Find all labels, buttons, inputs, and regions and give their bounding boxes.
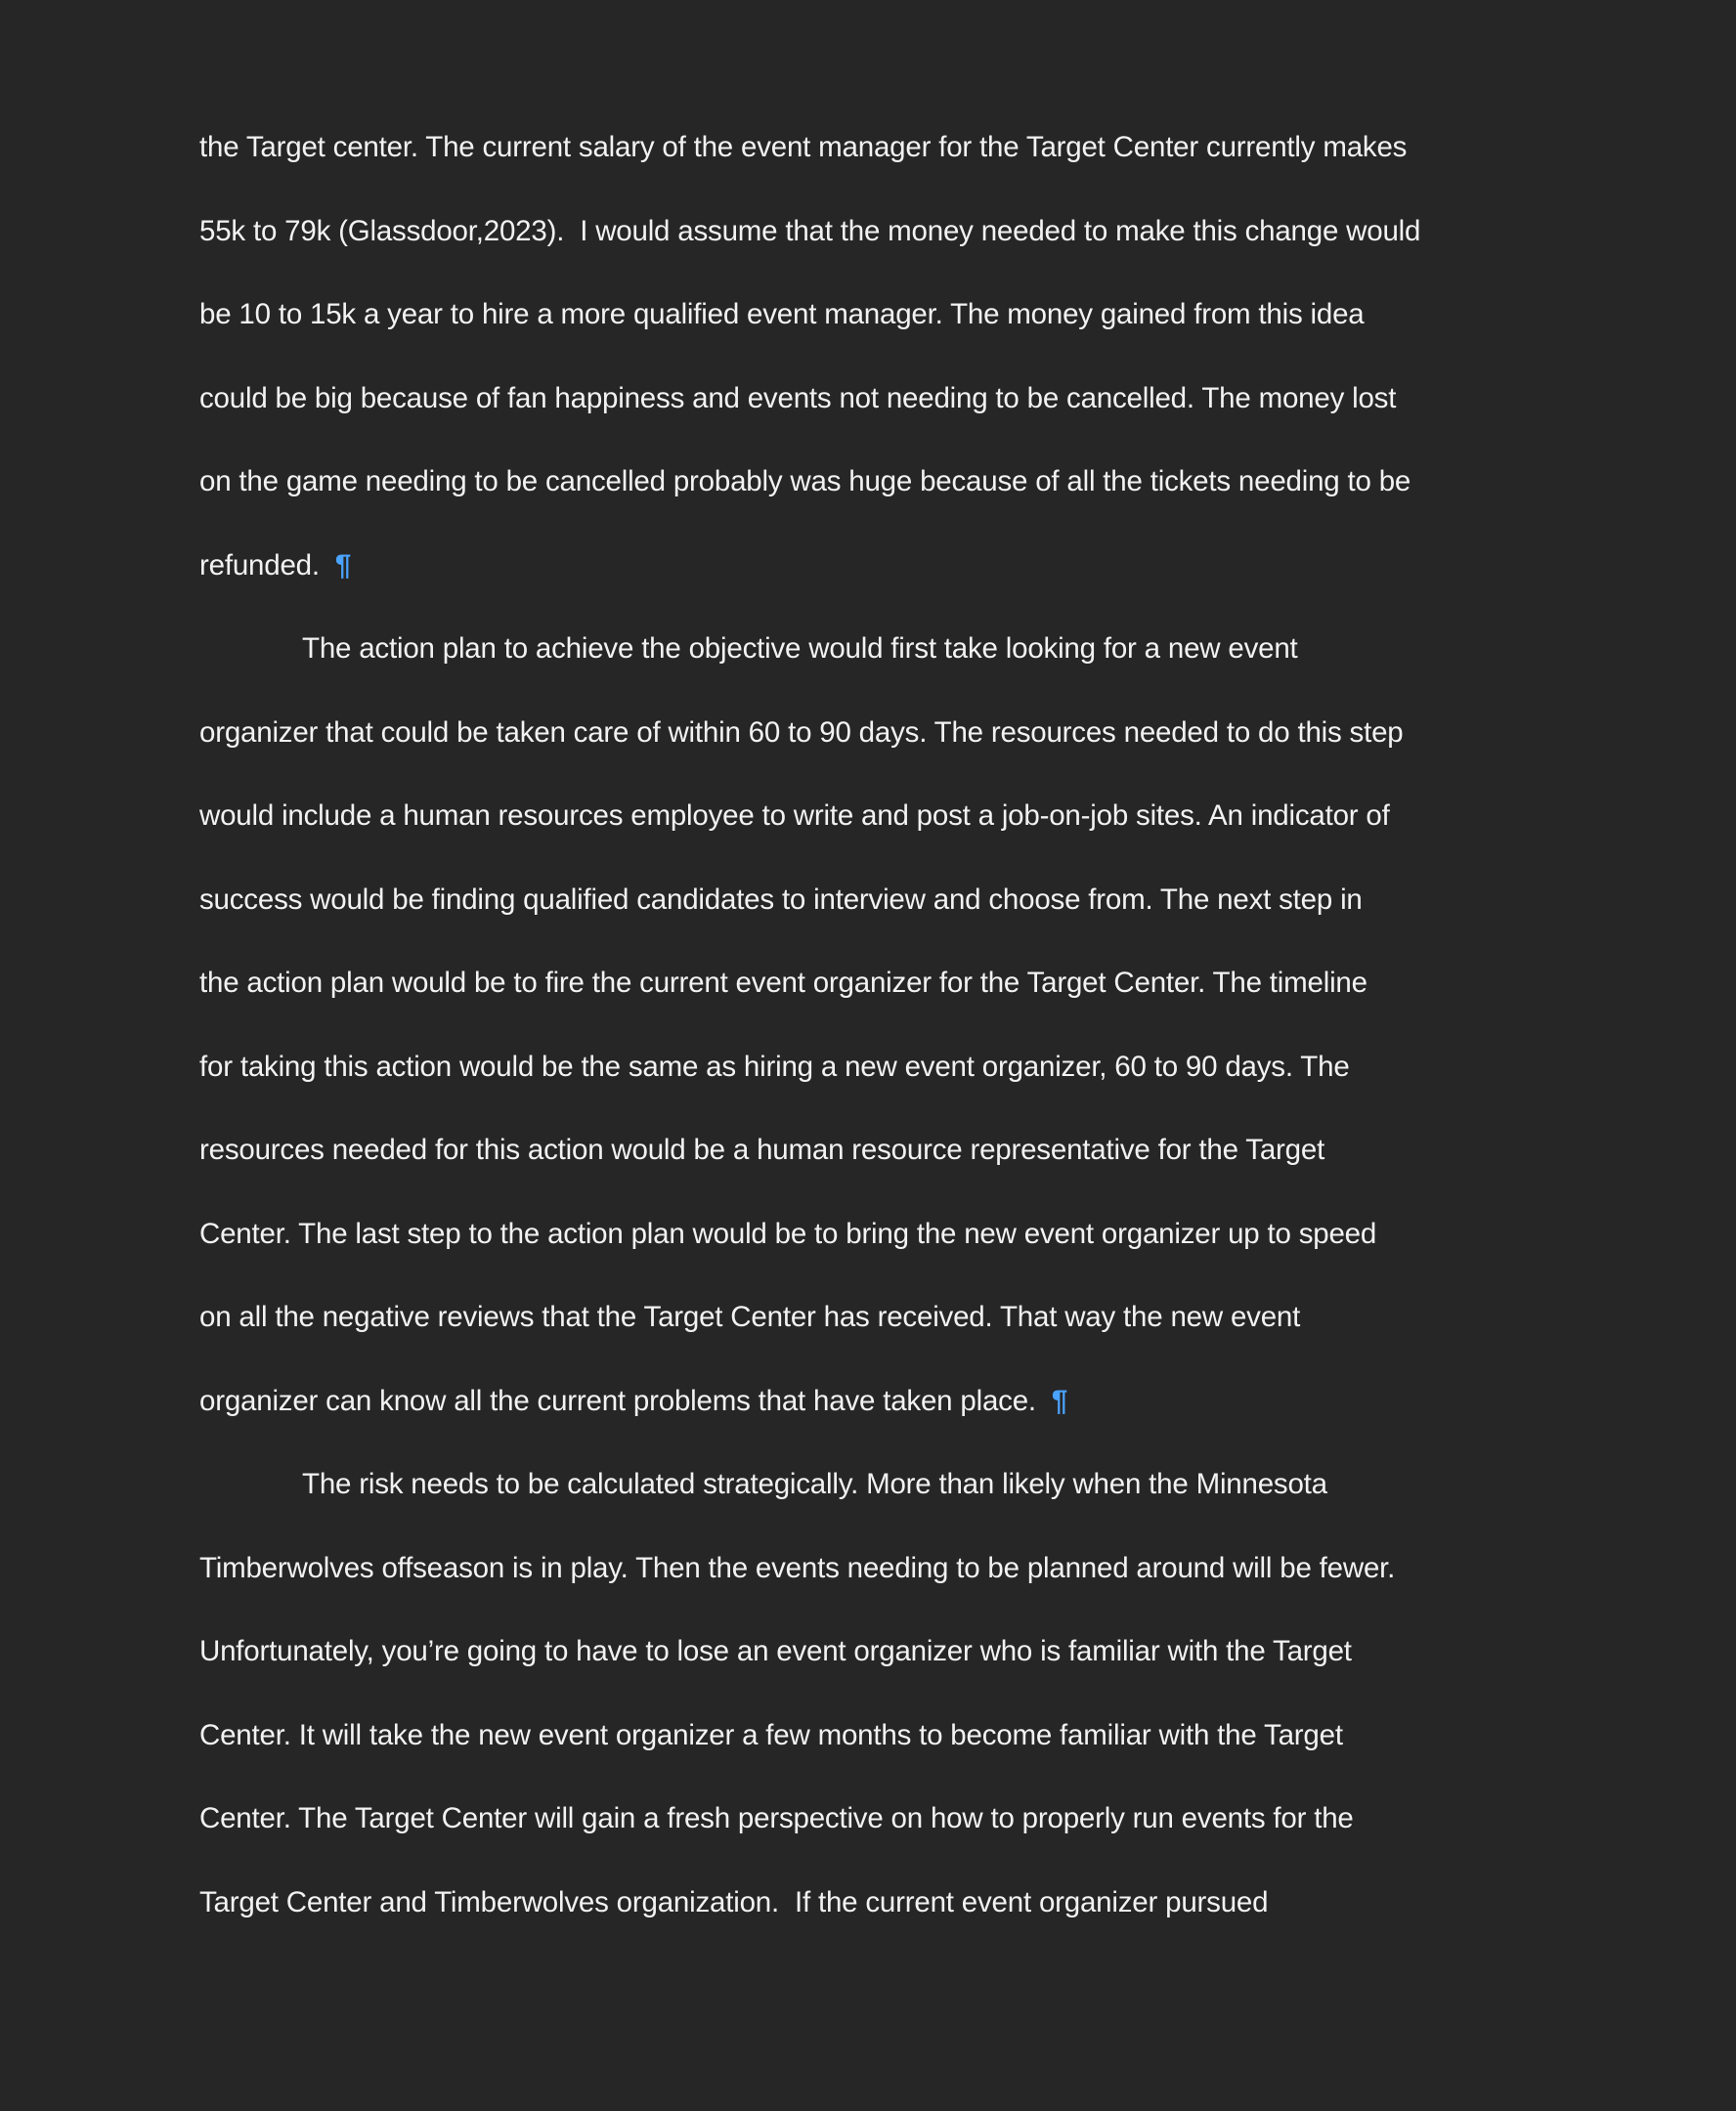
text-line: the action plan would be to fire the current event organizer for the Target Center. The timeline <box>199 967 1375 999</box>
paragraph-first-line: The action plan to achieve the objective would first take looking for a new event <box>302 632 1306 665</box>
text-line: Center. The last step to the action plan would be to bring the new event organizer up to speed <box>199 1217 1385 1250</box>
text-line: Unfortunately, you’re going to have to lose an event organizer who is familiar with the Target <box>199 1635 1360 1667</box>
text-line: the Target center. The current salary of the event manager for the Target Center currently makes <box>199 131 1415 163</box>
text-line: success would be finding qualified candidates to interview and choose from. The next step in <box>199 883 1370 916</box>
text-line: Target Center and Timberwolves organization. If the current event organizer pursued <box>199 1885 1277 1918</box>
text-line: organizer that could be taken care of within 60 to 90 days. The resources needed to do this step <box>199 715 1411 749</box>
pilcrow-icon: ¶ <box>334 548 352 582</box>
paragraph-first-line: The risk needs to be calculated strategically. More than likely when the Minnesota <box>302 1468 1335 1500</box>
text-line: resources needed for this action would be a human resource representative for the Target <box>199 1134 1333 1166</box>
text-line: be 10 to 15k a year to hire a more qualified event manager. The money gained from this idea <box>199 298 1372 330</box>
text-line: on all the negative reviews that the Target Center has received. That way the new event <box>199 1301 1309 1333</box>
text-line: refunded. ¶ <box>199 548 352 582</box>
document-body[interactable] <box>199 119 1568 1958</box>
text-line: on the game needing to be cancelled probably was huge because of all the tickets needing to be <box>199 465 1419 497</box>
text-line: Center. It will take the new event organizer a few months to become familiar with the Target <box>199 1718 1351 1751</box>
text-line: Center. The Target Center will gain a fresh perspective on how to properly run events for the <box>199 1802 1362 1834</box>
text-line: organizer can know all the current problems that have taken place. ¶ <box>199 1384 1068 1417</box>
pilcrow-icon: ¶ <box>1051 1384 1068 1417</box>
text-line: 55k to 79k (Glassdoor,2023). I would assume that the money needed to make this change would <box>199 214 1429 247</box>
text-line: Timberwolves offseason is in play. Then the events needing to be planned around will be fewer. <box>199 1551 1404 1584</box>
text-line: would include a human resources employee to write and post a job-on-job sites. An indicator of <box>199 799 1398 832</box>
text-line: for taking this action would be the same as hiring a new event organizer, 60 to 90 days. The <box>199 1050 1358 1083</box>
text-line: could be big because of fan happiness and events not needing to be cancelled. The money lost <box>199 381 1405 414</box>
